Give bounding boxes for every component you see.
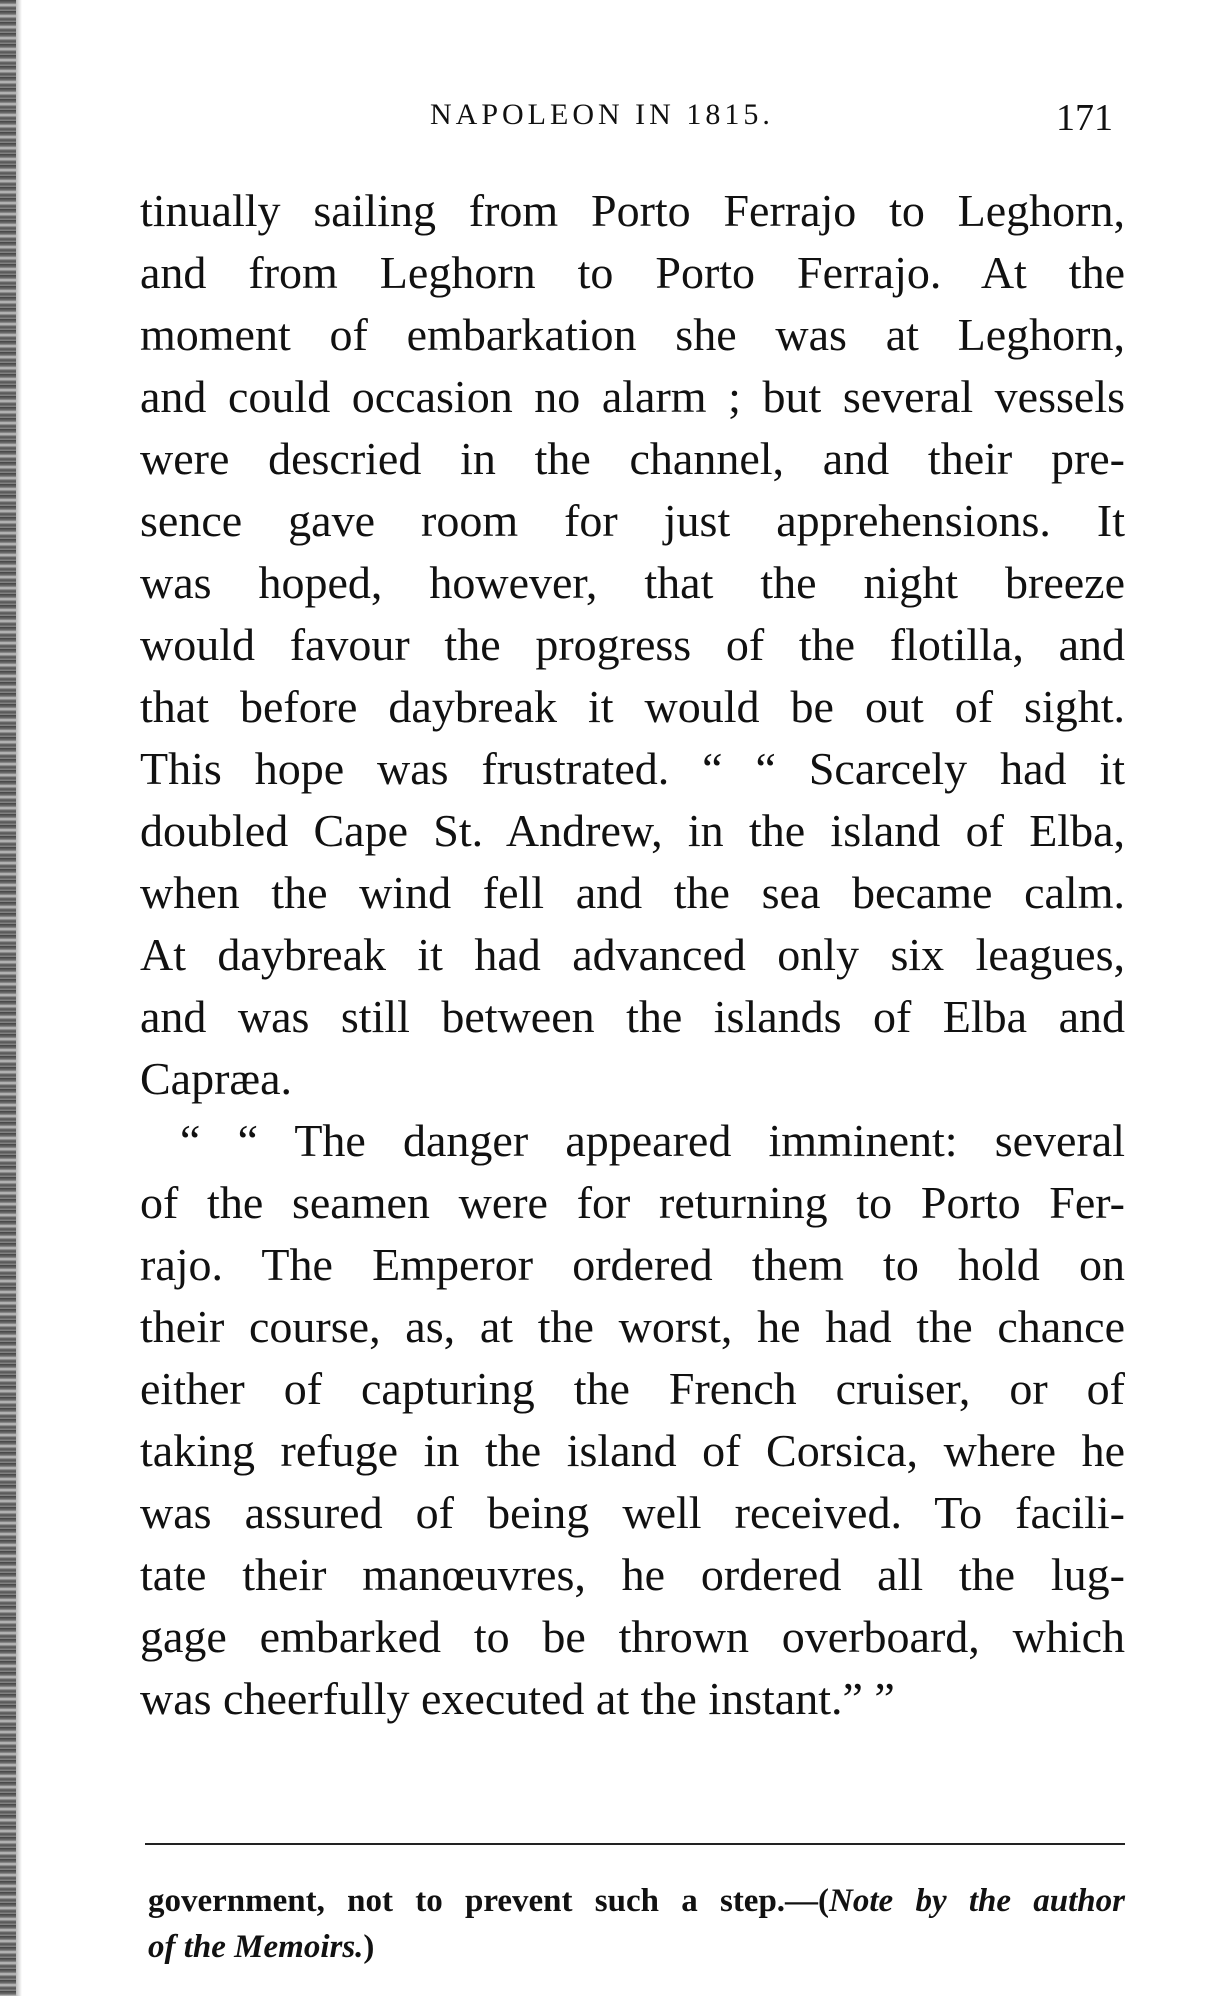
- footnote-text: ): [363, 1929, 375, 1965]
- text-line: sence gave room for just apprehensions. It: [140, 495, 1125, 546]
- text-line: At daybreak it had advanced only six leagues,: [140, 929, 1125, 980]
- text-line: rajo. The Emperor ordered them to hold on: [140, 1239, 1125, 1290]
- text-line: moment of embarkation she was at Leghorn,: [140, 309, 1125, 360]
- text-line: doubled Cape St. Andrew, in the island of Elba,: [140, 805, 1125, 856]
- text-line: tinually sailing from Porto Ferrajo to Leghorn,: [140, 185, 1125, 236]
- footnote-italic: Note by the author: [829, 1883, 1125, 1919]
- footnote-line: [148, 1878, 1125, 1924]
- text-line: This hope was frustrated. “ “ Scarcely had it: [140, 743, 1125, 794]
- text-line: of the seamen were for returning to Porto Fer-: [140, 1177, 1125, 1228]
- text-line: “ “ The danger appeared imminent: several: [180, 1115, 1125, 1166]
- text-line: was cheerfully executed at the instant.” ”: [140, 1673, 895, 1724]
- text-line: either of capturing the French cruiser, or of: [140, 1363, 1125, 1414]
- footnote-italic: of the Memoirs.: [148, 1929, 364, 1965]
- text-line: and from Leghorn to Porto Ferrajo. At the: [140, 247, 1125, 298]
- binding-shadow: [16, 0, 22, 1996]
- text-line: when the wind fell and the sea became calm.: [140, 867, 1125, 918]
- text-line: and could occasion no alarm ; but several vessels: [140, 371, 1125, 422]
- text-line: would favour the progress of the flotilla, and: [140, 619, 1125, 670]
- text-line: that before daybreak it would be out of sight.: [140, 681, 1125, 732]
- text-line: and was still between the islands of Elba and: [140, 991, 1125, 1042]
- running-title: NAPOLEON IN 1815.: [430, 98, 774, 131]
- text-line: their course, as, at the worst, he had the chance: [140, 1301, 1125, 1352]
- page-number: 171: [1056, 97, 1113, 139]
- footnote-text: government, not to prevent such a step.—(: [148, 1883, 830, 1919]
- page-header: [140, 98, 1125, 148]
- binding-edge: [0, 0, 16, 1996]
- text-line: taking refuge in the island of Corsica, where he: [140, 1425, 1125, 1476]
- footnote-rule: [145, 1843, 1125, 1845]
- text-line: tate their manœuvres, he ordered all the lug-: [140, 1549, 1125, 1600]
- footnote-line: [148, 1924, 1125, 1970]
- text-line: was hoped, however, that the night breeze: [140, 557, 1125, 608]
- text-line: gage embarked to be thrown overboard, which: [140, 1611, 1125, 1662]
- text-line: Capræa.: [140, 1053, 293, 1104]
- text-line: were descried in the channel, and their pre-: [140, 433, 1125, 484]
- text-line: was assured of being well received. To facili-: [140, 1487, 1125, 1538]
